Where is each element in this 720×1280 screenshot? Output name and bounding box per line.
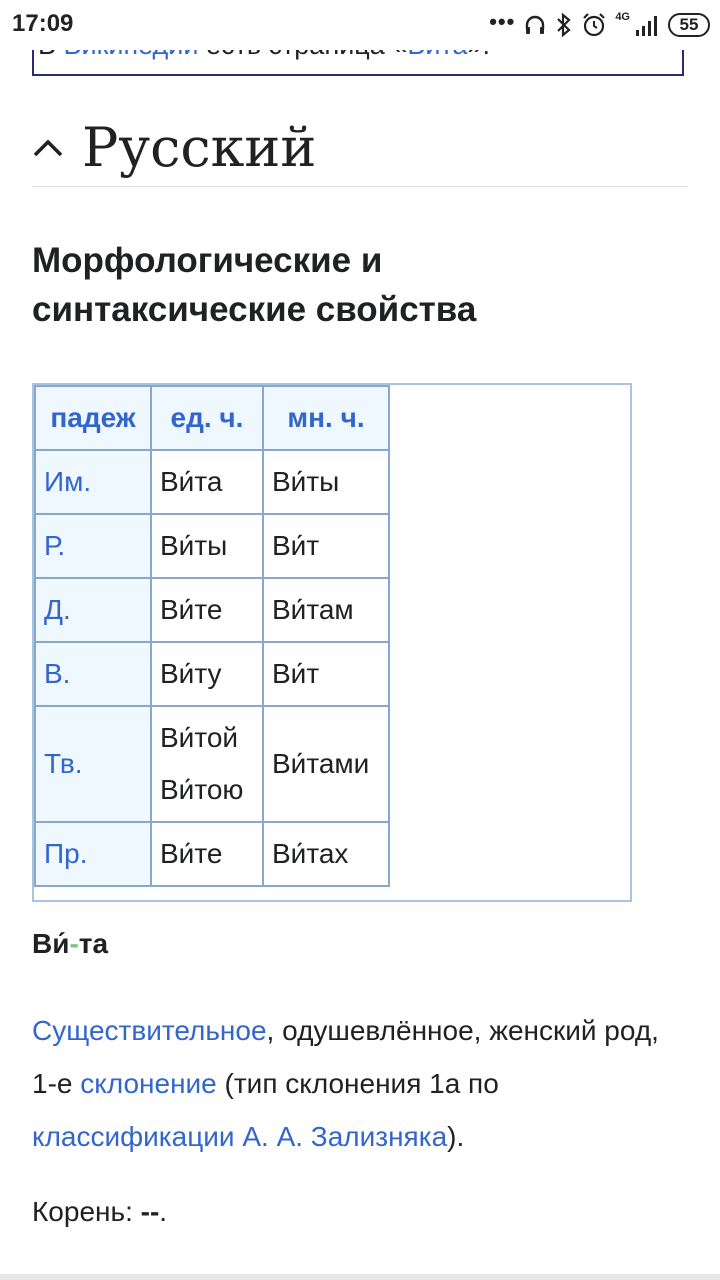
description-text: ). [447, 1121, 465, 1152]
syllable-division [32, 928, 108, 960]
singular-form-alt: Ви́тою [160, 774, 244, 805]
case-label[interactable]: Тв. [35, 706, 151, 822]
bottom-divider [0, 1274, 720, 1280]
table-row [35, 514, 389, 578]
syllable-hyphen: - [69, 928, 79, 959]
table-row [35, 706, 389, 822]
table-row [35, 822, 389, 886]
header-case[interactable]: падеж [35, 386, 151, 450]
zaliznyak-classification-link[interactable]: классификации А. А. Зализняка [32, 1121, 448, 1152]
headphones-icon [523, 13, 547, 37]
signal-icon [634, 14, 660, 36]
status-icons [489, 10, 710, 40]
singular-form: Ви́те [151, 822, 263, 886]
header-singular[interactable]: ед. ч. [151, 386, 263, 450]
plural-form: Ви́ты [263, 450, 389, 514]
root-end: . [159, 1196, 168, 1227]
network-type: 4G [615, 11, 630, 23]
declension-link[interactable]: склонение [80, 1068, 217, 1099]
grammar-description [32, 1004, 682, 1163]
case-label[interactable]: Им. [35, 450, 151, 514]
root-value: -- [140, 1196, 160, 1227]
plural-form: Ви́тами [263, 706, 389, 822]
plural-form: Ви́там [263, 578, 389, 642]
root-line [32, 1196, 167, 1228]
table-header-row [35, 386, 389, 450]
noun-link[interactable]: Существительное [32, 1015, 267, 1046]
singular-form: Ви́та [151, 450, 263, 514]
singular-form: Ви́ты [151, 514, 263, 578]
description-text: (тип склонения 1a по [216, 1068, 499, 1099]
plural-form: Ви́т [263, 642, 389, 706]
more-dots-icon: ••• [489, 9, 516, 34]
section-header-russian[interactable] [32, 110, 688, 187]
section-title: Русский [82, 116, 317, 179]
battery-icon: 55 [668, 13, 710, 37]
case-label[interactable]: Д. [35, 578, 151, 642]
description-text: , одушевлённое, женский род, 1-е [32, 1015, 659, 1099]
singular-form: Ви́ту [151, 642, 263, 706]
table-row [35, 578, 389, 642]
singular-forms [151, 706, 263, 822]
root-label: Корень: [32, 1196, 141, 1227]
plural-form: Ви́т [263, 514, 389, 578]
header-plural[interactable]: мн. ч. [263, 386, 389, 450]
alarm-icon [581, 12, 607, 38]
syllable-part: Ви́ [32, 928, 70, 959]
case-label[interactable]: В. [35, 642, 151, 706]
status-bar [0, 0, 720, 50]
singular-form: Ви́той [160, 722, 239, 753]
table-row [35, 642, 389, 706]
subheading-morphology: Морфологические и синтаксические свойства [32, 241, 477, 329]
plural-form: Ви́тах [263, 822, 389, 886]
case-label[interactable]: Р. [35, 514, 151, 578]
chevron-up-icon[interactable] [32, 136, 64, 163]
singular-form: Ви́те [151, 578, 263, 642]
status-time: 17:09 [12, 10, 74, 37]
declension-table [34, 385, 390, 887]
table-row [35, 450, 389, 514]
syllable-part: та [78, 928, 109, 959]
case-label[interactable]: Пр. [35, 822, 151, 886]
bluetooth-icon [555, 12, 573, 38]
